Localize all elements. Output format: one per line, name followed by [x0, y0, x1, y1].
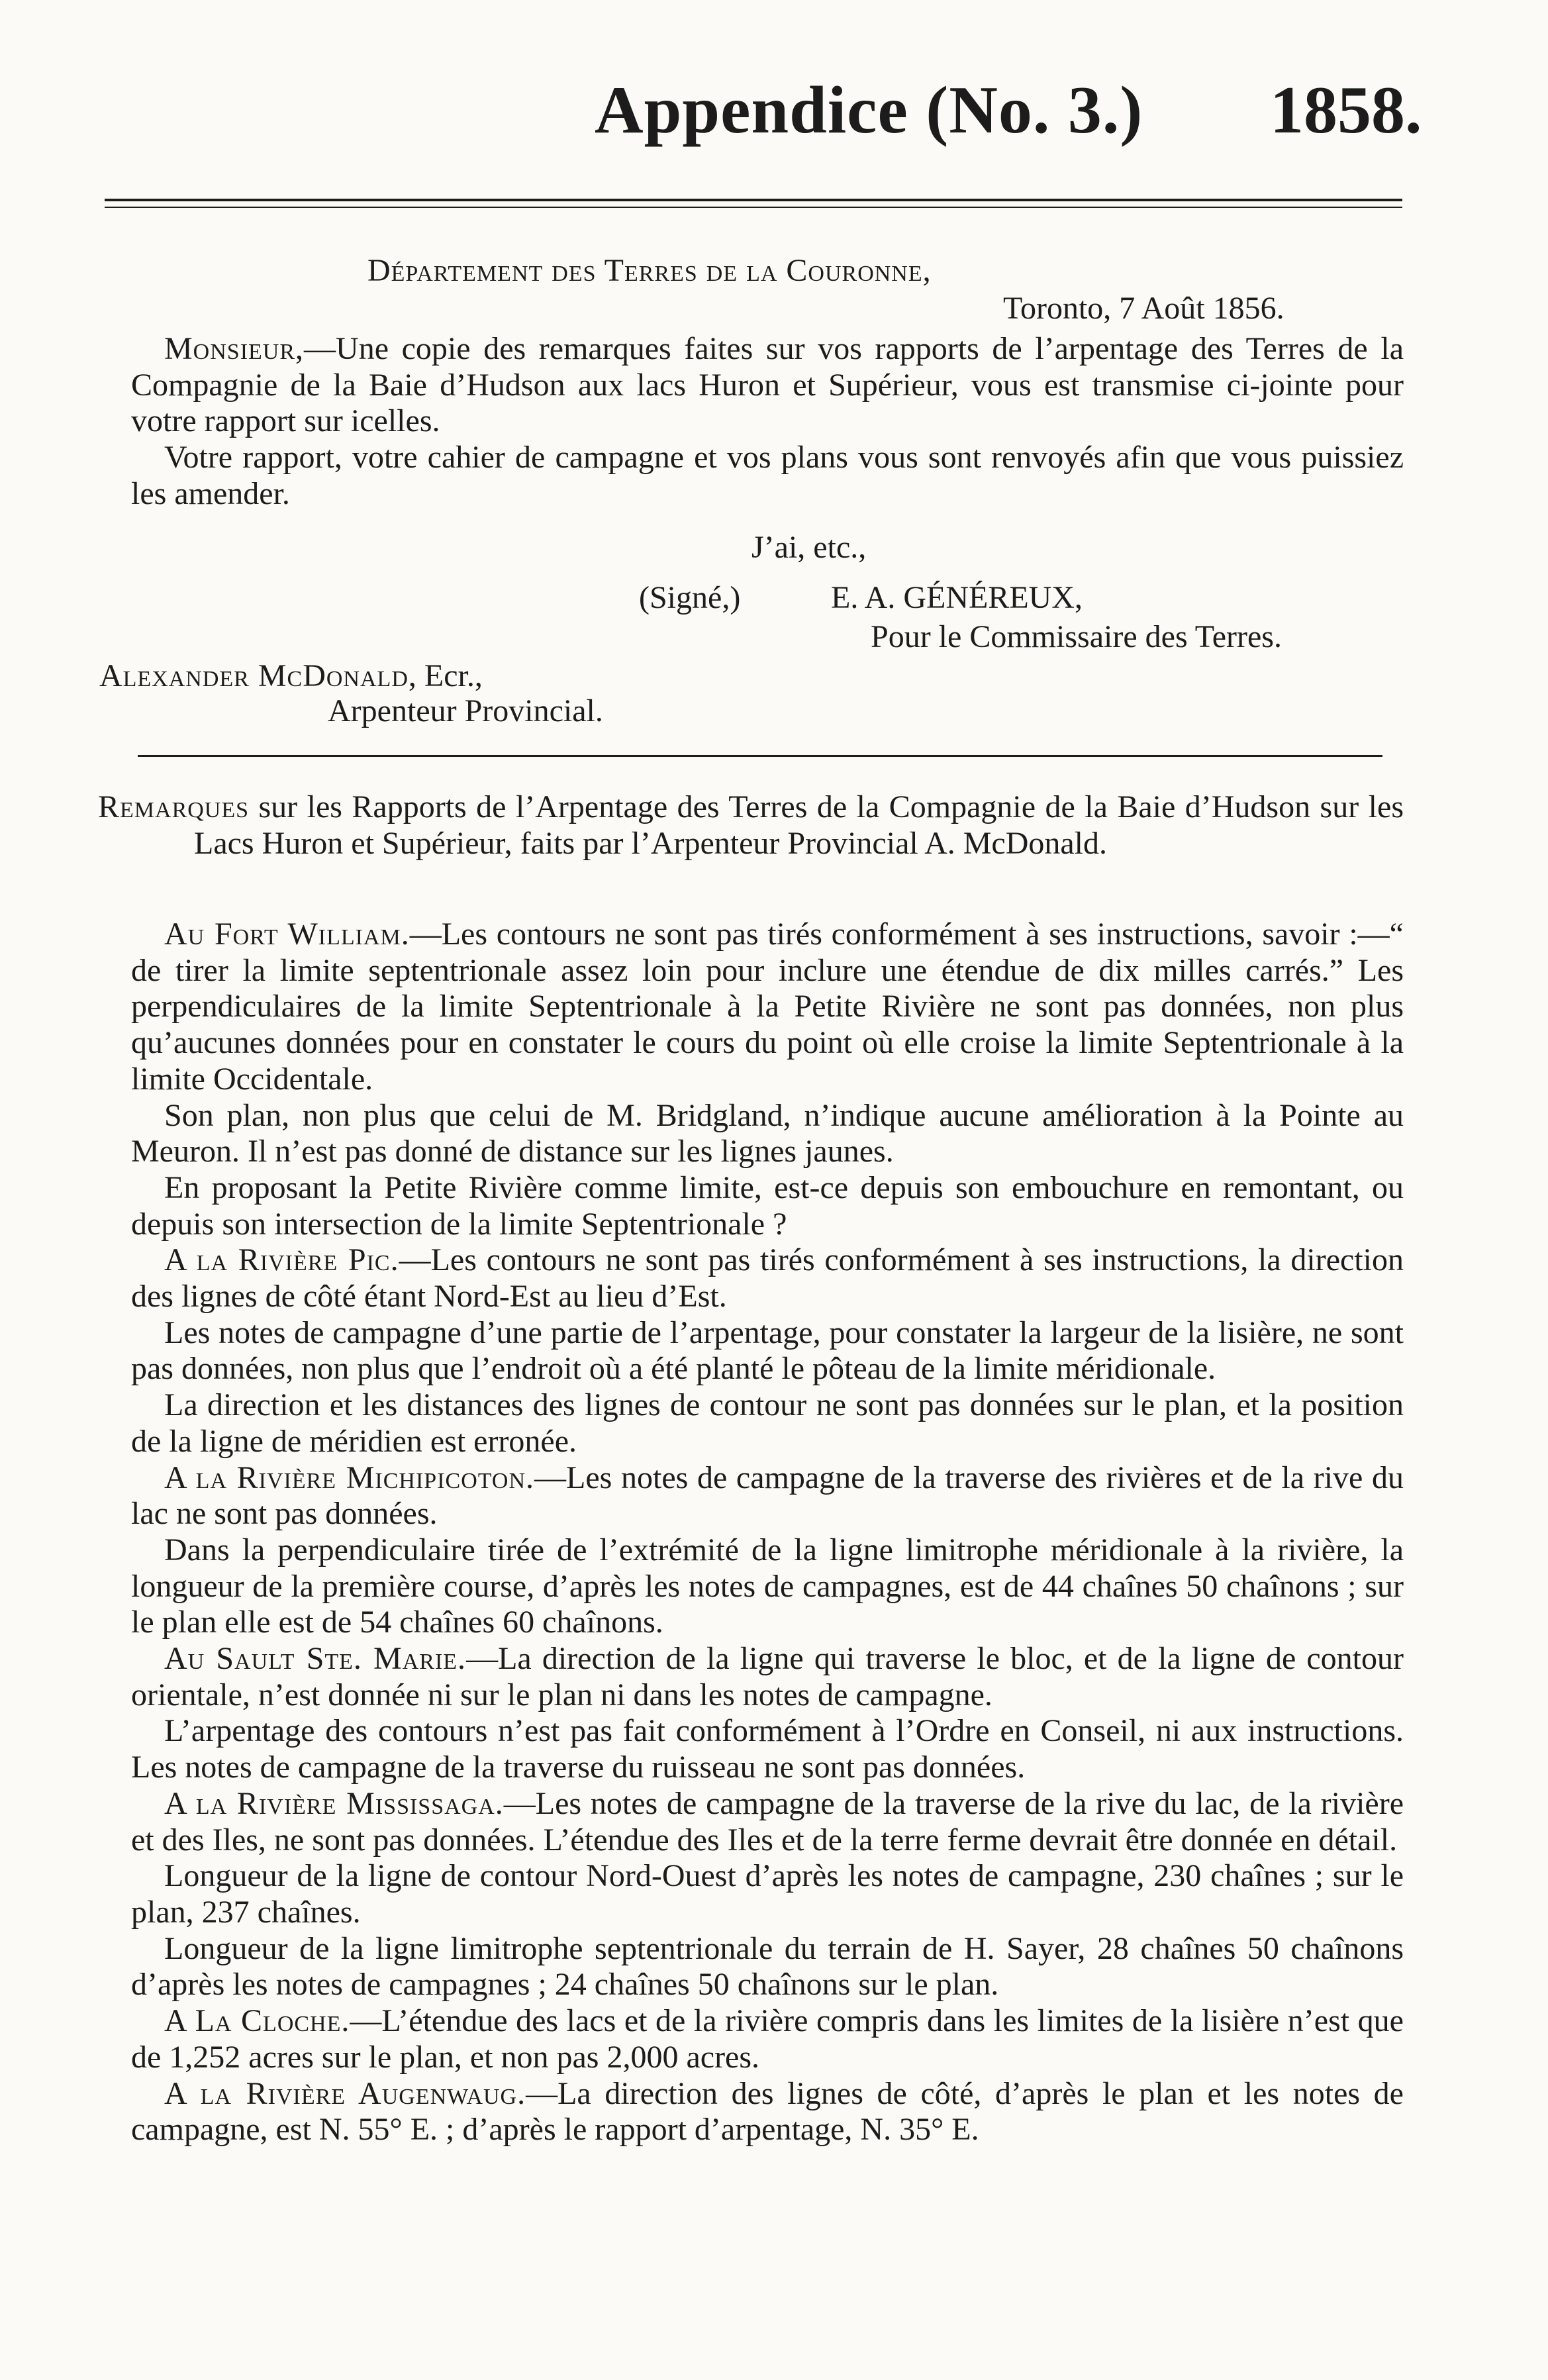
remark-paragraph	[131, 1460, 1404, 1532]
remark-text: Dans la perpendiculaire tirée de l’extrémité de la ligne limitrophe méridionale à la rivière, la longueur de la première course, d’après les notes de campagnes, est de 44 chaînes 50 chaînons ; sur le plan elle est de 54 chaînes 60 chaînons.	[131, 1532, 1404, 1640]
signer-title: Pour le Commissaire des Terres.	[871, 619, 1282, 654]
remark-text: Les notes de campagne d’une partie de l’arpentage, pour constater la largeur de la lisière, ne sont pas données, non plus que l’endroit où a été planté le pôteau de la limite méridionale.	[131, 1314, 1404, 1387]
page-title: Appendice (No. 3.)	[595, 73, 1143, 148]
remark-text: —Les notes de campagne de la traverse des rivières et de la rive du lac ne sont pas données.	[131, 1460, 1404, 1532]
letter-paragraph-2: Votre rapport, votre cahier de campagne et vos plans vous sont renvoyés afin que vous puissiez les amender.	[131, 440, 1404, 511]
remark-text: Longueur de la ligne limitrophe septentrionale du terrain de H. Sayer, 28 chaînes 50 chaînons d’après les notes de campagnes ; 24 chaînes 50 chaînons sur le plan.	[131, 1930, 1404, 2003]
remark-lead: Au Fort William.	[164, 917, 410, 952]
remark-paragraph	[131, 1713, 1404, 1785]
remark-lead: Au Sault Ste. Marie.	[164, 1641, 467, 1677]
remarks-heading-lead: Remarques	[98, 789, 250, 824]
remarks-heading-block	[98, 789, 1404, 862]
remark-text: —Les contours ne sont pas tirés conformément à ses instructions, savoir :—“ de tirer la limite septentrionale assez loin pour inclure une étendue de dix milles carrés.” Les perpendiculaires de la limite Septentrionale à la Petite Rivière ne sont pas données, non plus qu’aucunes données pour en constater le cours du point où elle croise la limite Septentrionale à la limite Occidentale.	[131, 917, 1404, 1097]
salutation: Monsieur,	[164, 331, 305, 366]
remark-text: —L’étendue des lacs et de la rivière compris dans les limites de la lisière n’est que de 1,252 acres sur le plan, et non pas 2,000 acres.	[131, 2003, 1404, 2075]
remarks-body	[131, 917, 1404, 2148]
remark-paragraph	[131, 1170, 1404, 1242]
remark-text: La direction et les distances des lignes de contour ne sont pas données sur le plan, et la position de la ligne de méridien est erronée.	[131, 1387, 1404, 1459]
header-double-rule	[105, 199, 1402, 208]
recipient-suffix: , Ecr.,	[408, 658, 483, 693]
closing: J’ai, etc.,	[751, 530, 867, 565]
remark-paragraph	[131, 2003, 1404, 2075]
remark-lead: A la Rivière Pic.	[164, 1242, 399, 1278]
remark-paragraph	[131, 1858, 1404, 1930]
signer-name: E. A. GÉNÉREUX,	[831, 580, 1083, 615]
remark-paragraph	[131, 1532, 1404, 1641]
remark-paragraph	[131, 1387, 1404, 1460]
remark-paragraph	[131, 1098, 1404, 1170]
page-header	[0, 72, 1548, 158]
remark-lead: A la Rivière Augenwaug.	[164, 2075, 526, 2111]
letter-paragraph-1-text: —Une copie des remarques faites sur vos rapports de l’arpentage des Terres de la Compagnie de la Baie d’Hudson aux lacs Huron et Supérieur, vous est transmise ci-jointe pour votre rapport sur icelles.	[131, 331, 1404, 439]
remark-paragraph	[131, 1931, 1404, 2003]
remarks-heading-text: sur les Rapports de l’Arpentage des Terres de la Compagnie de la Baie d’Hudson sur les Lacs Huron et Supérieur, faits par l’Arpenteur Provincial A. McDonald.	[194, 789, 1404, 861]
letter-body	[131, 331, 1404, 513]
remark-lead: A la Rivière Michipicoton.	[164, 1460, 535, 1495]
remark-text: —La direction des lignes de côté, d’après le plan et les notes de campagne, est N. 55° E. ; d’après le rapport d’arpentage, N. 35° E.	[131, 2075, 1404, 2148]
remark-text: —Les notes de campagne de la traverse de la rive du lac, de la rivière et des Iles, ne sont pas données. L’étendue des Iles et de la terre ferme devrait être donnée en détail.	[131, 1785, 1404, 1858]
remark-text: Son plan, non plus que celui de M. Bridgland, n’indique aucune amélioration à la Pointe au Meuron. Il n’est pas donné de distance sur les lignes jaunes.	[131, 1097, 1404, 1169]
remark-lead: A La Cloche.	[164, 2003, 350, 2039]
remark-text: —La direction de la ligne qui traverse le bloc, et de la ligne de contour orientale, n’est donnée ni sur le plan ni dans les notes de campagne.	[131, 1641, 1404, 1712]
remarks-heading	[98, 789, 1404, 862]
section-rule	[138, 755, 1382, 757]
page-year: 1858.	[1270, 73, 1422, 148]
department-line: Département des Terres de la Couronne,	[367, 253, 932, 288]
letter-paragraph-1	[131, 331, 1404, 440]
recipient-title: Arpenteur Provincial.	[328, 693, 603, 728]
letter-date: Toronto, 7 Août 1856.	[1003, 291, 1284, 326]
remark-paragraph	[131, 917, 1404, 1098]
remark-paragraph	[131, 1315, 1404, 1387]
remark-text: Longueur de la ligne de contour Nord-Ouest d’après les notes de campagne, 230 chaînes ; sur le plan, 237 chaînes.	[131, 1858, 1404, 1930]
recipient-name: Alexander McDonald	[99, 658, 409, 693]
remark-text: —Les contours ne sont pas tirés conformément à ses instructions, la direction des lignes de côté étant Nord-Est au lieu d’Est.	[131, 1242, 1404, 1314]
remark-paragraph	[131, 1242, 1404, 1314]
remark-text: En proposant la Petite Rivière comme limite, est-ce depuis son embouchure en remontant, ou depuis son intersection de la limite Septentrionale ?	[131, 1169, 1404, 1242]
remark-paragraph	[131, 2076, 1404, 2148]
signed-label: (Signé,)	[639, 580, 741, 615]
remark-paragraph	[131, 1641, 1404, 1713]
remark-paragraph	[131, 1786, 1404, 1858]
remark-lead: A la Rivière Mississaga.	[164, 1785, 504, 1821]
recipient-line	[99, 660, 483, 692]
remark-text: L’arpentage des contours n’est pas fait conformément à l’Ordre en Conseil, ni aux instructions. Les notes de campagne de la traverse du ruisseau ne sont pas données.	[131, 1713, 1404, 1785]
